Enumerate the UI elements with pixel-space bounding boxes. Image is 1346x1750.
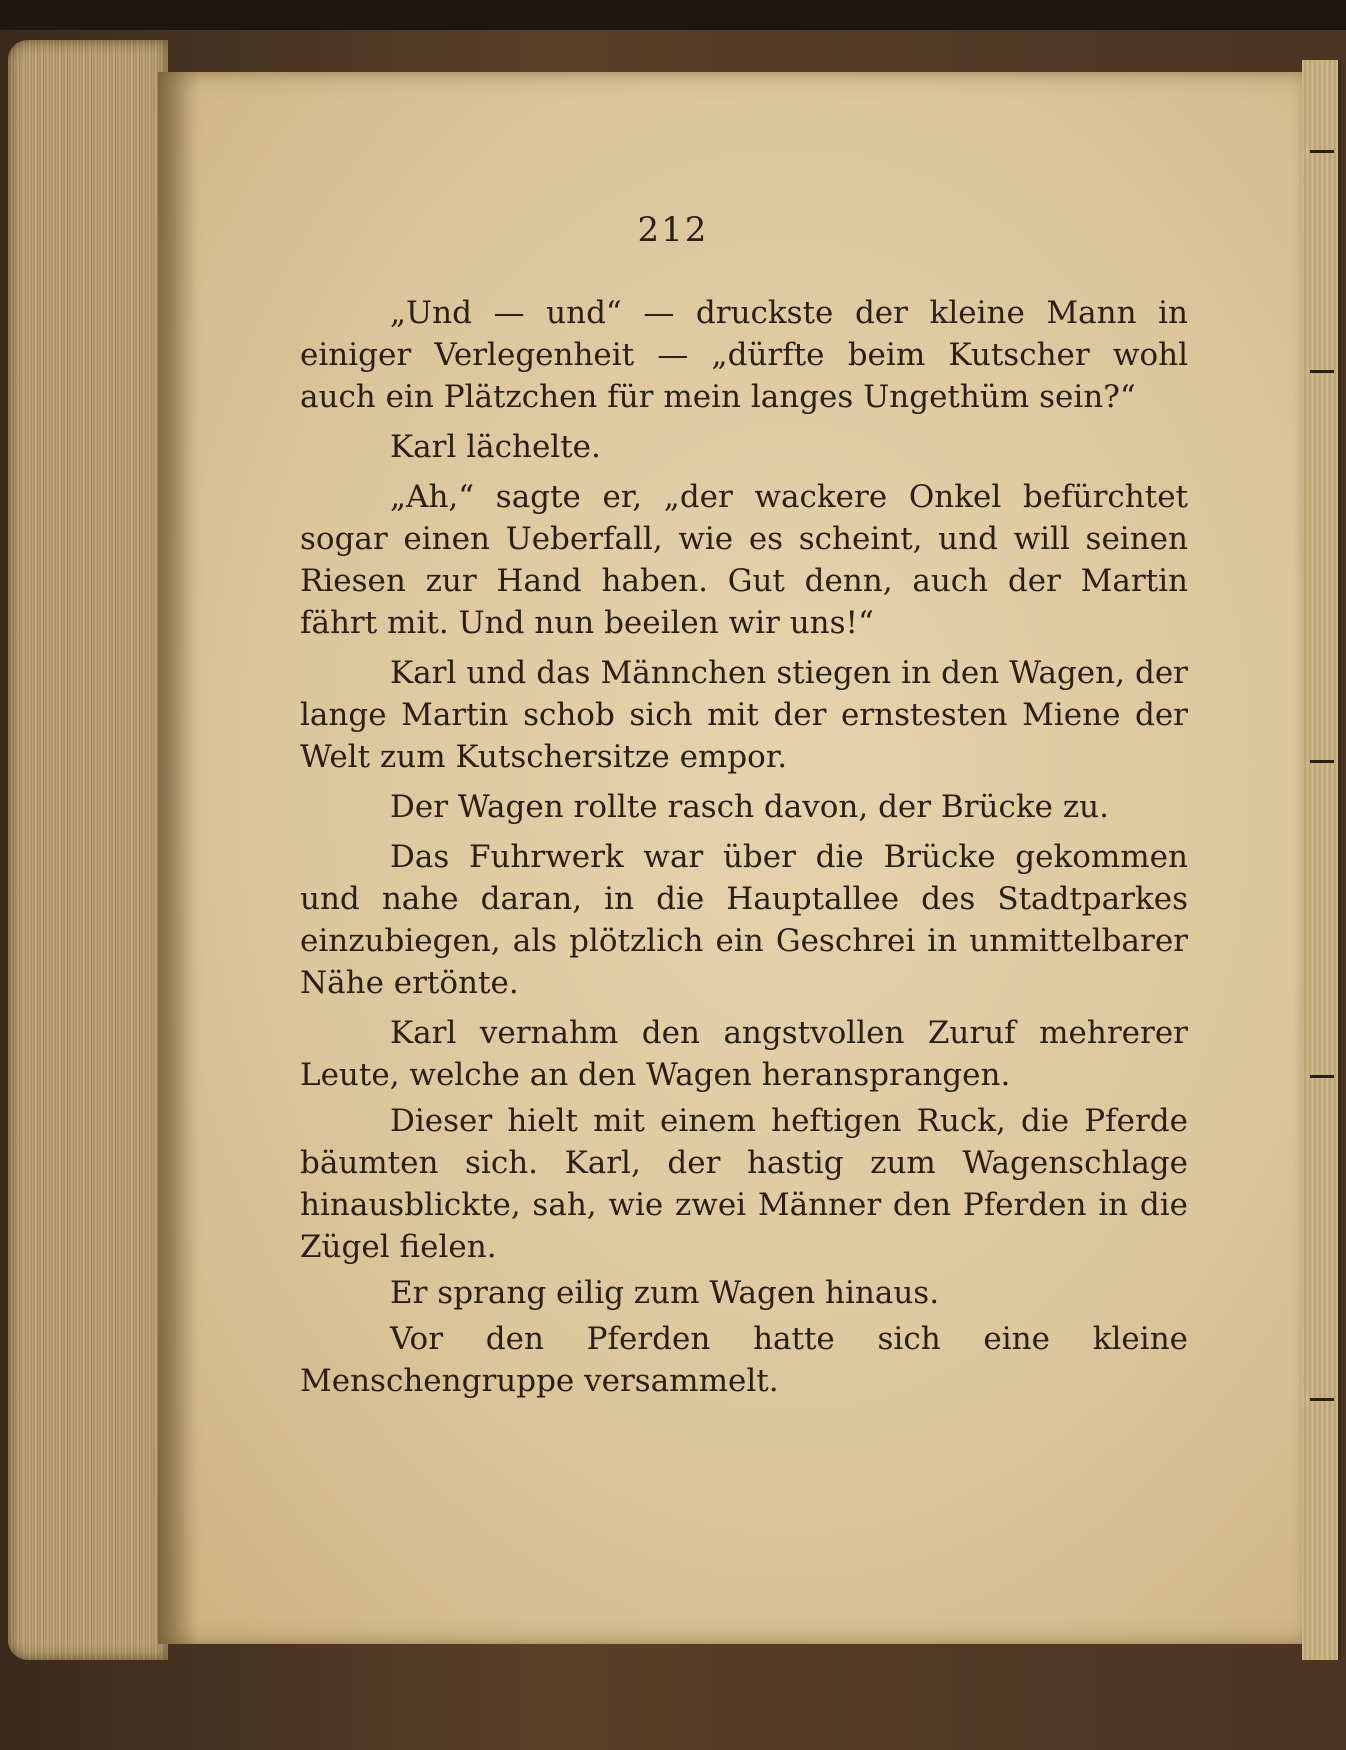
paragraph: Karl vernahm den angstvollen Zuruf mehrerer Leute, welche an den Wagen heransprangen.: [300, 1015, 1188, 1093]
paragraph: Karl und das Männchen stiegen in den Wagen, der lange Martin schob sich mit der ernstesten Miene der Welt zum Kutschersitze empor.: [300, 655, 1188, 775]
paragraph: Karl lächelte.: [390, 429, 601, 465]
paragraph: Dieser hielt mit einem heftigen Ruck, die Pferde bäumten sich. Karl, der hastig zum Wagenschlage hinausblickte, sah, wie zwei Männer den Pferden in die Zügel fielen.: [300, 1103, 1188, 1265]
paragraph: Das Fuhrwerk war über die Brücke gekommen und nahe daran, in die Hauptallee des Stadtparkes einzubiegen, als plötzlich ein Geschrei in unmittelbarer Nähe ertönte.: [300, 839, 1188, 1001]
tab-mark: [1310, 370, 1334, 373]
spine-shadow: [158, 72, 198, 1644]
tab-mark: [1310, 1398, 1334, 1401]
paragraph: Er sprang eilig zum Wagen hinaus.: [390, 1275, 940, 1311]
body-text: [300, 292, 1188, 1406]
fore-edge: [1302, 60, 1341, 1660]
paragraph: „Und — und“ — druckste der kleine Mann in einiger Verlegenheit — „dürfte beim Kutscher wohl auch ein Plätzchen für mein langes Ungethüm sein?“: [300, 295, 1188, 415]
page-edges: [8, 40, 168, 1660]
tab-mark: [1310, 1075, 1334, 1078]
paragraph: Vor den Pferden hatte sich eine kleine Menschengruppe versammelt.: [300, 1321, 1188, 1399]
page-number: 212: [637, 210, 709, 250]
tab-mark: [1310, 150, 1334, 153]
tab-mark: [1310, 760, 1334, 763]
paragraph: Der Wagen rollte rasch davon, der Brücke zu.: [390, 789, 1109, 825]
paragraph: „Ah,“ sagte er, „der wackere Onkel befürchtet sogar einen Ueberfall, wie es scheint, und will seinen Riesen zur Hand haben. Gut denn, auch der Martin fährt mit. Und nun beeilen wir uns!“: [300, 479, 1188, 641]
